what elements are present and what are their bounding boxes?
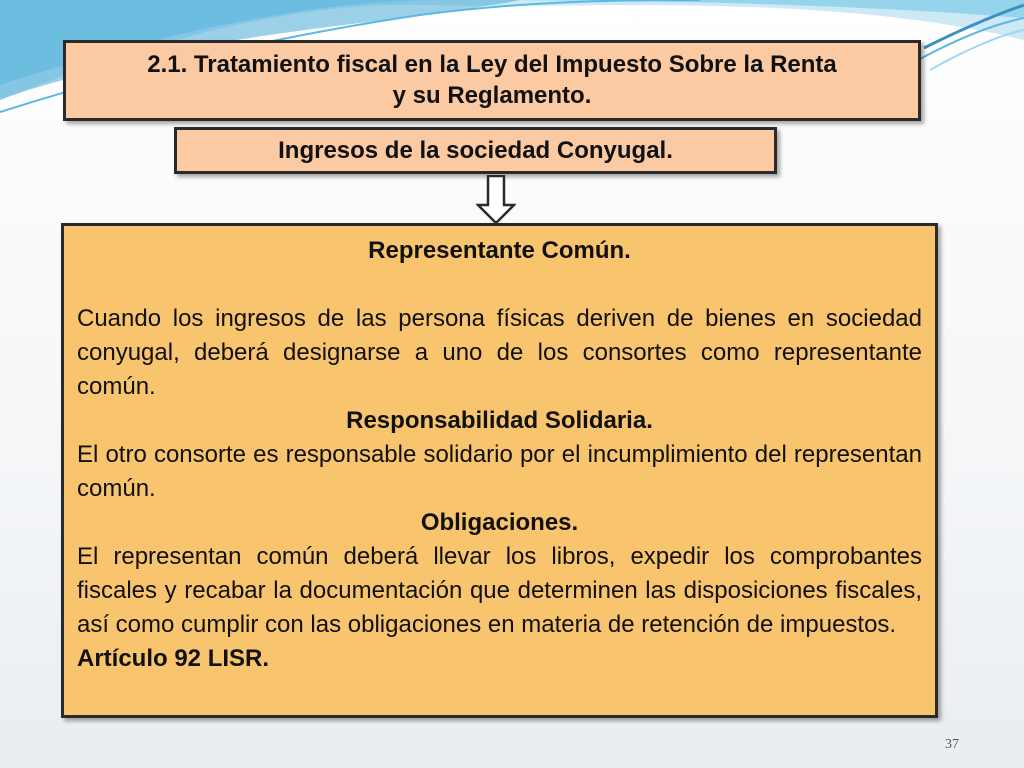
slide-subtitle: Ingresos de la sociedad Conyugal.: [174, 127, 777, 174]
slide-title-line1: 2.1. Tratamiento fiscal en la Ley del Impuesto Sobre la Renta: [147, 51, 837, 78]
paragraph-responsabilidad-solidaria: El otro consorte es responsable solidario por el incumplimiento del representan común.: [77, 441, 922, 502]
paragraph-representante-comun: Cuando los ingresos de las persona físicas deriven de bienes en sociedad conyugal, deberá designarse a uno de los consortes como representante común.: [77, 305, 922, 400]
slide-title-line2: y su Reglamento.: [392, 82, 592, 109]
paragraph-obligaciones: El representan común deberá llevar los libros, expedir los comprobantes fiscales y recabar la documentación que determinen las disposiciones fiscales, así como cumplir con las obligaciones en materia de retención de impuestos.: [77, 543, 922, 638]
slide-title: [63, 40, 921, 121]
down-arrow-icon: [476, 175, 516, 225]
content-panel: [61, 223, 938, 718]
page-number: 37: [945, 737, 959, 752]
spacer: [77, 268, 922, 302]
heading-responsabilidad-solidaria: Responsabilidad Solidaria.: [346, 407, 653, 434]
heading-representante-comun: Representante Común.: [368, 237, 631, 264]
article-reference: Artículo 92 LISR.: [77, 645, 270, 672]
heading-obligaciones: Obligaciones.: [420, 509, 579, 536]
